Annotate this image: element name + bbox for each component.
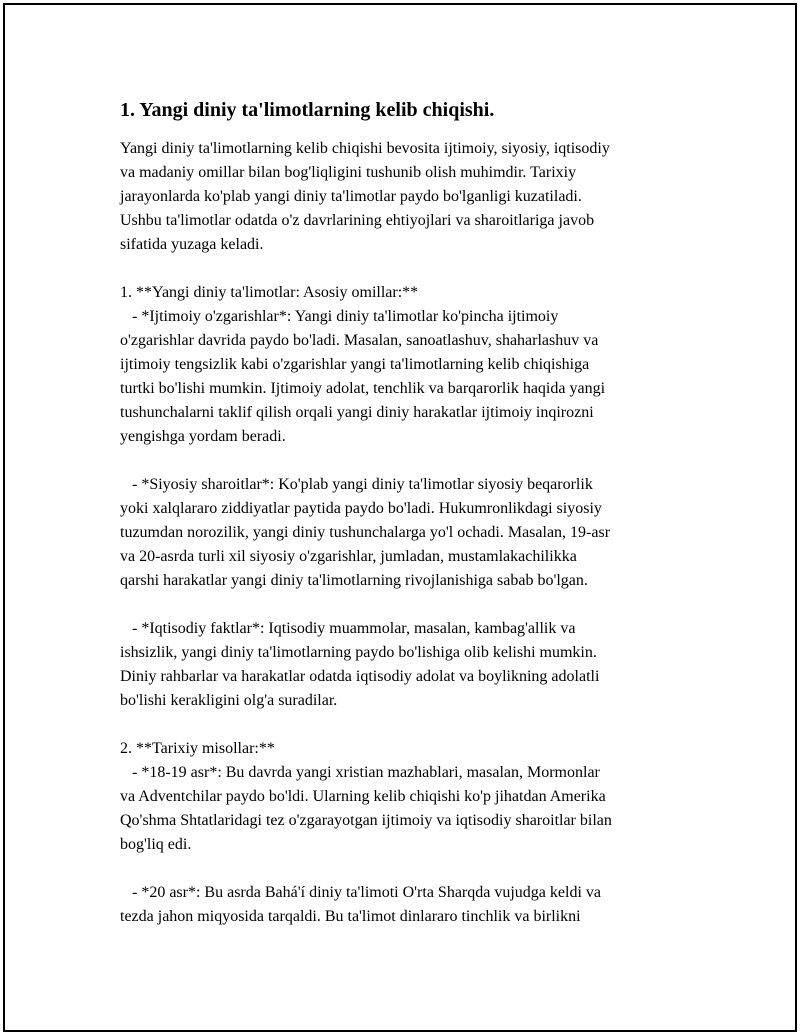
text-line: sifatida yuzaga keladi. <box>120 236 264 253</box>
text-line: va 20-asrda turli xil siyosiy o'zgarishlar, jumladan, mustamlakachilikka <box>120 548 577 565</box>
blank-line <box>120 449 700 473</box>
text-line: Ushbu ta'limotlar odatda o'z davrlarining ehtiyojlari va sharoitlariga javob <box>120 212 595 229</box>
text-line: yengishga yordam beradi. <box>120 428 286 445</box>
text-line: Diniy rahbarlar va harakatlar odatda iqtisodiy adolat va boylikning adolatli <box>120 668 600 685</box>
text-line: Yangi diniy ta'limotlarning kelib chiqishi bevosita ijtimoiy, siyosiy, iqtisodiy <box>120 140 610 157</box>
text-line: jarayonlarda ko'plab yangi diniy ta'limotlar paydo bo'lganligi kuzatiladi. <box>120 188 582 205</box>
text-line: va Adventchilar paydo bo'ldi. Ularning kelib chiqishi ko'p jihatdan Amerika <box>120 788 606 805</box>
text-line: ishsizlik, yangi diniy ta'limotlarning paydo bo'lishiga olib kelishi mumkin. <box>120 644 597 661</box>
document-page <box>3 3 797 1032</box>
document-content <box>120 97 700 929</box>
text-line: bog'liq edi. <box>120 836 192 853</box>
text-line: - *Iqtisodiy faktlar*: Iqtisodiy muammolar, masalan, kambag'allik va <box>120 620 576 637</box>
text-line: bo'lishi kerakligini olg'a suradilar. <box>120 692 338 709</box>
section-heading: 1. Yangi diniy ta'limotlarning kelib chiqishi. <box>120 99 495 121</box>
text-line: o'zgarishlar davrida paydo bo'ladi. Masalan, sanoatlashuv, shaharlashuv va <box>120 332 599 349</box>
text-line: Qo'shma Shtatlaridagi tez o'zgarayotgan ijtimoiy va iqtisodiy sharoitlar bilan <box>120 812 612 829</box>
text-line: va madaniy omillar bilan bog'liqligini tushunib olish muhimdir. Tarixiy <box>120 164 577 181</box>
text-line: - *Ijtimoiy o'zgarishlar*: Yangi diniy ta'limotlar ko'pincha ijtimoiy <box>120 308 559 325</box>
list-heading-line: 2. **Tarixiy misollar:** <box>120 740 275 757</box>
text-line: - *20 asr*: Bu asrda Bahá'í diniy ta'limoti O'rta Sharqda vujudga keldi va <box>120 884 601 901</box>
text-line: tushunchalarni taklif qilish orqali yangi diniy harakatlar ijtimoiy inqirozni <box>120 404 594 421</box>
blank-line <box>120 713 700 737</box>
blank-line <box>120 593 700 617</box>
text-line: turtki bo'lishi mumkin. Ijtimoiy adolat, tenchlik va barqarorlik haqida yangi <box>120 380 606 397</box>
list-heading-line: 1. **Yangi diniy ta'limotlar: Asosiy omillar:** <box>120 284 419 301</box>
text-line: yoki xalqlararo ziddiyatlar paytida paydo bo'ladi. Hukumronlikdagi siyosiy <box>120 500 602 517</box>
text-line: tezda jahon miqyosida tarqaldi. Bu ta'limot dinlararo tinchlik va birlikni <box>120 908 581 925</box>
text-line: tuzumdan norozilik, yangi diniy tushunchalarga yo'l ochadi. Masalan, 19-asr <box>120 524 611 541</box>
text-line: ijtimoiy tengsizlik kabi o'zgarishlar yangi ta'limotlarning kelib chiqishiga <box>120 356 590 373</box>
text-line: - *18-19 asr*: Bu davrda yangi xristian mazhablari, masalan, Mormonlar <box>120 764 600 781</box>
blank-line <box>120 857 700 881</box>
text-line: qarshi harakatlar yangi diniy ta'limotlarning rivojlanishiga sabab bo'lgan. <box>120 572 588 589</box>
text-line: - *Siyosiy sharoitlar*: Ko'plab yangi diniy ta'limotlar siyosiy beqarorlik <box>120 476 593 493</box>
blank-line <box>120 257 700 281</box>
